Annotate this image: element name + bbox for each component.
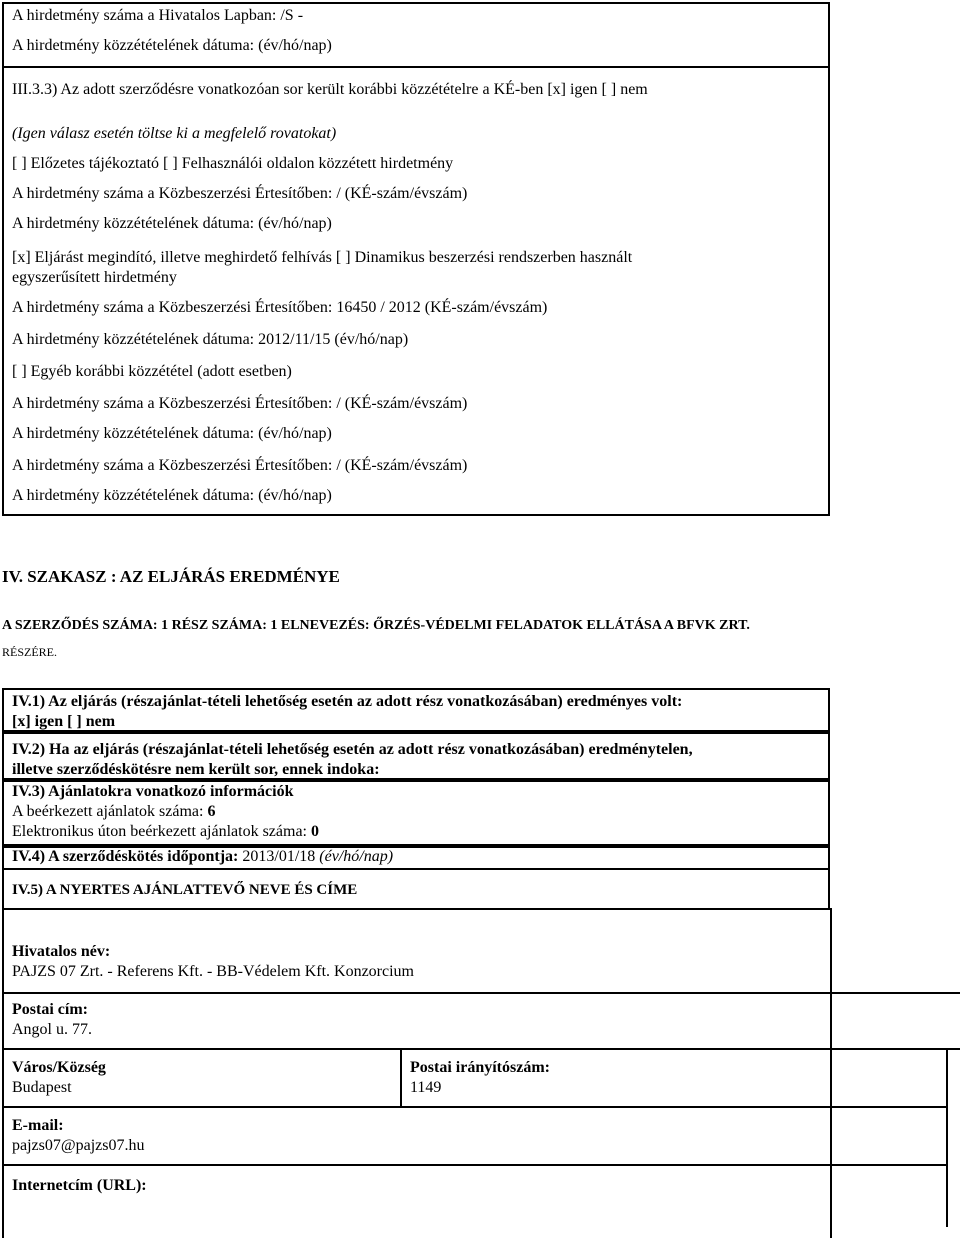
ke-number-line: A hirdetmény száma a Közbeszerzési Értesítőben: / (KÉ-szám/évszám)	[12, 185, 468, 202]
iv4-line	[12, 847, 393, 867]
postal-label: Postai cím:	[12, 1001, 88, 1018]
email-value: pajzs07@pajzs07.hu	[12, 1137, 145, 1154]
received-value: 6	[207, 803, 216, 820]
iii33-line: III.3.3) Az adott szerződésre vonatkozóan sor került korábbi közzétételre a KÉ-ben [x] igen [ ] nem	[12, 81, 648, 98]
ke-number-line-3: A hirdetmény száma a Közbeszerzési Értesítőben: / (KÉ-szám/évszám)	[12, 395, 468, 412]
contract-part-line: A SZERZŐDÉS SZÁMA: 1 RÉSZ SZÁMA: 1 ELNEVEZÉS: ŐRZÉS-VÉDELMI FELADATOK ELLÁTÁSA A BFVK ZRT.	[2, 618, 750, 633]
ke-date-line-4: A hirdetmény közzétételének dátuma: (év/hó/nap)	[12, 487, 332, 504]
call-options-cont: egyszerűsített hirdetmény	[12, 269, 177, 286]
iv5-title: IV.5) A NYERTES AJÁNLATTEVŐ NEVE ÉS CÍME	[12, 882, 358, 898]
iv3-received	[12, 802, 215, 822]
electronic-label: Elektronikus úton beérkezett ajánlatok száma:	[12, 823, 311, 840]
name-value: PAJZS 07 Zrt. - Referens Kft. - BB-Védelem Kft. Konzorcium	[12, 963, 414, 980]
divider	[946, 1048, 948, 1227]
zip-value: 1149	[410, 1079, 442, 1096]
divider	[2, 66, 830, 68]
hl-date-line: A hirdetmény közzétételének dátuma: (év/hó/nap)	[12, 37, 332, 54]
zip-label: Postai irányítószám:	[410, 1059, 550, 1076]
ke-date-line-3: A hirdetmény közzétételének dátuma: (év/hó/nap)	[12, 425, 332, 442]
city-value: Budapest	[12, 1079, 72, 1096]
city-label: Város/Község	[12, 1059, 106, 1076]
section-title: IV. SZAKASZ : AZ ELJÁRÁS EREDMÉNYE	[2, 567, 340, 586]
prior-notice-options: [ ] Előzetes tájékoztató [ ] Felhasználói oldalon közzétett hirdetmény	[12, 155, 454, 172]
url-label: Internetcím (URL):	[12, 1177, 147, 1194]
call-options-line: [x] Eljárást megindító, illetve meghirdető felhívás [ ] Dinamikus beszerzési rendszerben használt	[12, 249, 633, 266]
name-label: Hivatalos név:	[12, 943, 111, 960]
other-prior-line: [ ] Egyéb korábbi közzététel (adott esetben)	[12, 363, 292, 380]
iv4-label: IV.4) A szerződéskötés időpontja:	[12, 848, 243, 865]
iv3-electronic	[12, 822, 319, 842]
divider	[2, 1106, 946, 1108]
ke-date-line-2: A hirdetmény közzétételének dátuma: 2012/11/15 (év/hó/nap)	[12, 331, 409, 348]
contract-part-line-2: RÉSZÉRE.	[2, 645, 58, 659]
iv1-question: IV.1) Az eljárás (részajánlat-tételi lehetőség esetén az adott rész vonatkozásában) eredményes volt:	[12, 693, 683, 710]
iv2-line1: IV.2) Ha az eljárás (részajánlat-tételi lehetőség esetén az adott rész vonatkozásában) eredménytelen,	[12, 741, 693, 758]
instruction-line: (Igen válasz esetén töltse ki a megfelelő rovatokat)	[12, 125, 337, 142]
divider	[400, 1048, 402, 1106]
ke-number-line-2: A hirdetmény száma a Közbeszerzési Értesítőben: 16450 / 2012 (KÉ-szám/évszám)	[12, 299, 548, 316]
iv1-answer: [x] igen [ ] nem	[12, 713, 116, 730]
electronic-value: 0	[311, 823, 319, 840]
iv2-line2: illetve szerződéskötésre nem került sor, ennek indoka:	[12, 761, 380, 778]
postal-value: Angol u. 77.	[12, 1021, 92, 1038]
iv4-format: (év/hó/nap)	[319, 848, 394, 865]
received-label: A beérkezett ajánlatok száma:	[12, 803, 208, 820]
hl-number-line: A hirdetmény száma a Hivatalos Lapban: /S -	[12, 7, 304, 24]
divider	[2, 1048, 960, 1050]
ke-date-line: A hirdetmény közzétételének dátuma: (év/hó/nap)	[12, 215, 332, 232]
iv4-value: 2013/01/18	[242, 848, 316, 865]
divider	[2, 1164, 946, 1166]
iv3-title: IV.3) Ajánlatokra vonatkozó információk	[12, 783, 294, 800]
email-label: E-mail:	[12, 1117, 64, 1134]
ke-number-line-4: A hirdetmény száma a Közbeszerzési Értesítőben: / (KÉ-szám/évszám)	[12, 457, 468, 474]
divider	[2, 992, 960, 994]
